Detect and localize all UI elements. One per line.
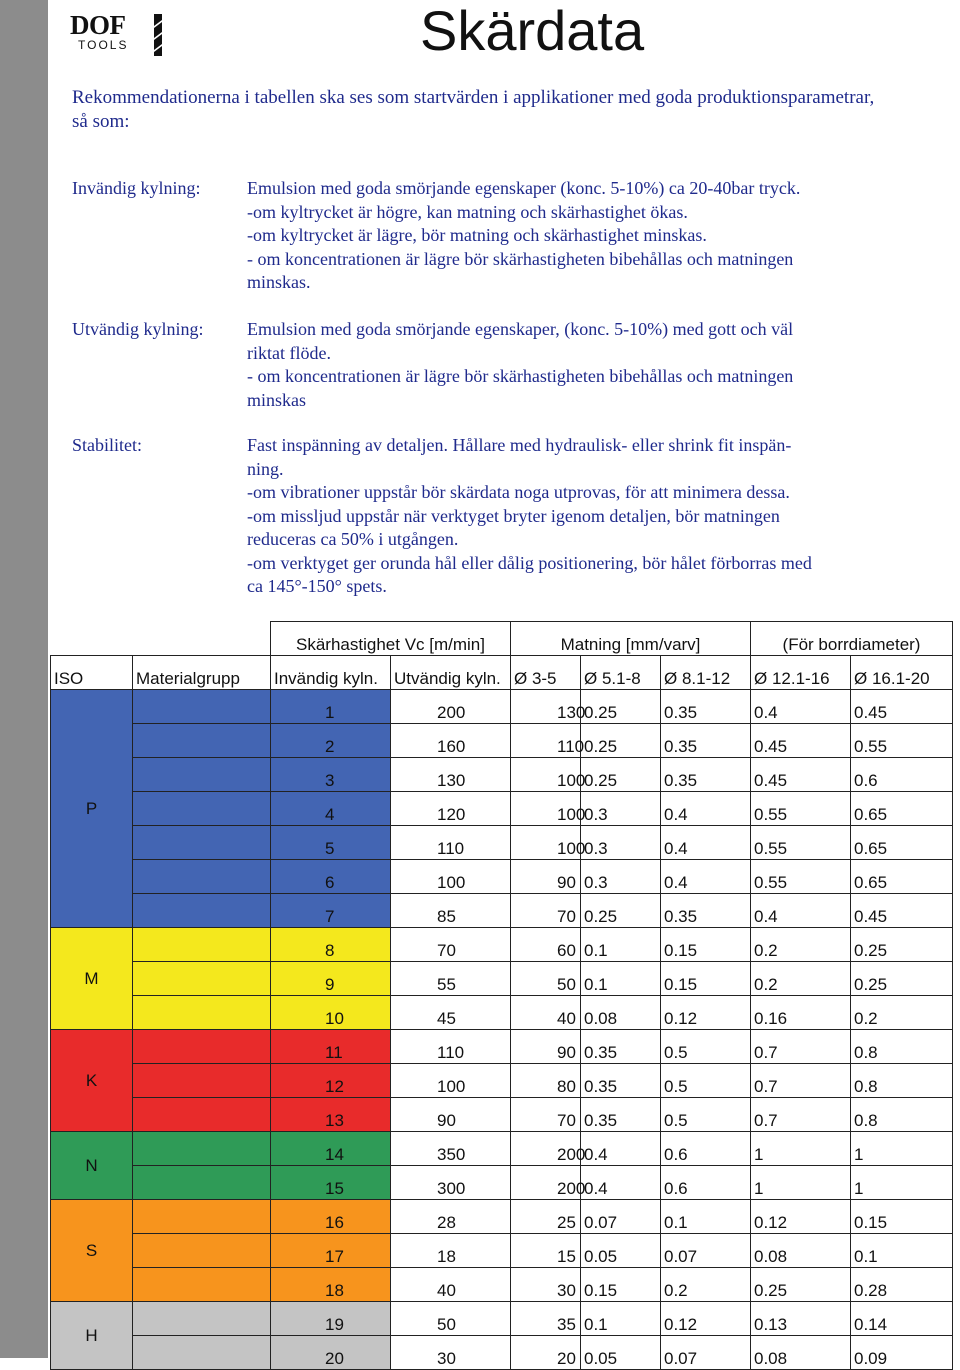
iso-group-cell: P bbox=[51, 690, 133, 928]
text-line: - om koncentrationen är lägre bör skärhastigheten bibehållas och matningen bbox=[247, 248, 794, 269]
table-cell: 35 bbox=[511, 1302, 581, 1336]
table-row bbox=[51, 1132, 953, 1166]
table-cell: 0.35 bbox=[661, 894, 751, 928]
material-group-cell bbox=[133, 1336, 271, 1370]
table-row bbox=[51, 724, 953, 758]
table-cell: 300 bbox=[391, 1166, 511, 1200]
intro-text: Rekommendationerna i tabellen ska ses som startvärden i applikationer med goda produktionsparametrar, så som: bbox=[72, 87, 875, 132]
table-cell: 0.4 bbox=[661, 792, 751, 826]
stability-text bbox=[247, 434, 922, 599]
table-cell: 0.5 bbox=[661, 1030, 751, 1064]
table-row bbox=[51, 996, 953, 1030]
table-cell: 0.4 bbox=[581, 1166, 661, 1200]
table-cell: 100 bbox=[511, 758, 581, 792]
table-row bbox=[51, 1336, 953, 1370]
column-header-row bbox=[51, 656, 953, 690]
table-row bbox=[51, 1098, 953, 1132]
table-cell: 0.12 bbox=[661, 996, 751, 1030]
table-cell: 80 bbox=[511, 1064, 581, 1098]
table-cell: 0.08 bbox=[751, 1336, 851, 1370]
table-cell: 1 bbox=[851, 1166, 953, 1200]
table-cell: 0.35 bbox=[661, 758, 751, 792]
table-cell: 0.55 bbox=[751, 860, 851, 894]
table-cell: 0.16 bbox=[751, 996, 851, 1030]
table-cell: 0.1 bbox=[581, 928, 661, 962]
table-cell: 0.07 bbox=[661, 1336, 751, 1370]
material-number-cell: 2 bbox=[271, 724, 391, 758]
table-row bbox=[51, 894, 953, 928]
column-header: Ø 16.1-20 bbox=[851, 656, 953, 690]
material-group-cell bbox=[133, 1064, 271, 1098]
table-cell: 0.35 bbox=[661, 690, 751, 724]
column-header: Ø 5.1-8 bbox=[581, 656, 661, 690]
table-cell: 70 bbox=[511, 894, 581, 928]
iso-group-cell: K bbox=[51, 1030, 133, 1132]
table-cell: 0.65 bbox=[851, 792, 953, 826]
table-cell: 0.1 bbox=[581, 1302, 661, 1336]
material-group-cell bbox=[133, 962, 271, 996]
diameter-group-header: (För borrdiameter) bbox=[751, 622, 953, 656]
material-number-cell: 18 bbox=[271, 1268, 391, 1302]
table-cell: 15 bbox=[511, 1234, 581, 1268]
page-title: Skärdata bbox=[420, 0, 645, 62]
material-group-cell bbox=[133, 826, 271, 860]
iso-group-cell: H bbox=[51, 1302, 133, 1370]
material-number-cell: 17 bbox=[271, 1234, 391, 1268]
stability-label: Stabilitet: bbox=[72, 435, 142, 455]
empty-cell bbox=[133, 622, 271, 656]
table-cell: 0.4 bbox=[751, 894, 851, 928]
column-header: Ø 8.1-12 bbox=[661, 656, 751, 690]
cutting-data-table bbox=[50, 621, 953, 1370]
text-line: Fast inspänning av detaljen. Hållare med hydraulisk- eller shrink fit inspän- bbox=[247, 435, 792, 455]
table-cell: 0.28 bbox=[851, 1268, 953, 1302]
table-row bbox=[51, 1030, 953, 1064]
material-number-cell: 1 bbox=[271, 690, 391, 724]
table-cell: 0.7 bbox=[751, 1030, 851, 1064]
material-number-cell: 3 bbox=[271, 758, 391, 792]
table-cell: 0.5 bbox=[661, 1098, 751, 1132]
material-number-cell: 15 bbox=[271, 1166, 391, 1200]
table-row bbox=[51, 962, 953, 996]
table-row bbox=[51, 1268, 953, 1302]
table-cell: 0.07 bbox=[661, 1234, 751, 1268]
table-cell: 0.8 bbox=[851, 1030, 953, 1064]
column-header: Ø 3-5 bbox=[511, 656, 581, 690]
text-line: minskas bbox=[247, 389, 307, 410]
table-cell: 90 bbox=[391, 1098, 511, 1132]
table-cell: 60 bbox=[511, 928, 581, 962]
table-cell: 160 bbox=[391, 724, 511, 758]
text-line: Emulsion med goda smörjande egenskaper (konc. 5-10%) ca 20-40bar tryck. bbox=[247, 178, 801, 198]
table-cell: 200 bbox=[511, 1166, 581, 1200]
table-cell: 0.2 bbox=[751, 928, 851, 962]
table-cell: 40 bbox=[391, 1268, 511, 1302]
table-cell: 0.7 bbox=[751, 1098, 851, 1132]
table-cell: 110 bbox=[511, 724, 581, 758]
table-cell: 30 bbox=[511, 1268, 581, 1302]
table-cell: 0.25 bbox=[851, 962, 953, 996]
material-group-cell bbox=[133, 690, 271, 724]
table-cell: 100 bbox=[511, 826, 581, 860]
external-cooling-label: Utvändig kylning: bbox=[72, 319, 204, 339]
material-group-cell bbox=[133, 792, 271, 826]
table-cell: 0.12 bbox=[751, 1200, 851, 1234]
text-line: -om missljud uppstår när verktyget bryter igenom detaljen, bör matningen bbox=[247, 505, 780, 526]
table-cell: 1 bbox=[751, 1166, 851, 1200]
text-line: reduceras ca 50% i utgången. bbox=[247, 529, 459, 549]
table-cell: 350 bbox=[391, 1132, 511, 1166]
table-row bbox=[51, 1166, 953, 1200]
table-cell: 0.1 bbox=[581, 962, 661, 996]
material-number-cell: 5 bbox=[271, 826, 391, 860]
iso-group-cell: M bbox=[51, 928, 133, 1030]
table-cell: 0.35 bbox=[581, 1064, 661, 1098]
table-cell: 110 bbox=[391, 1030, 511, 1064]
table-cell: 0.09 bbox=[851, 1336, 953, 1370]
table-cell: 0.25 bbox=[851, 928, 953, 962]
table-cell: 0.6 bbox=[661, 1132, 751, 1166]
table-cell: 0.2 bbox=[751, 962, 851, 996]
material-number-cell: 19 bbox=[271, 1302, 391, 1336]
table-cell: 100 bbox=[391, 1064, 511, 1098]
material-number-cell: 11 bbox=[271, 1030, 391, 1064]
table-cell: 40 bbox=[511, 996, 581, 1030]
table-cell: 0.45 bbox=[751, 724, 851, 758]
table-cell: 200 bbox=[391, 690, 511, 724]
text-line: -om vibrationer uppstår bör skärdata noga utprovas, för att minimera dessa. bbox=[247, 482, 790, 502]
table-row bbox=[51, 1234, 953, 1268]
material-group-cell bbox=[133, 996, 271, 1030]
table-cell: 0.2 bbox=[661, 1268, 751, 1302]
material-number-cell: 7 bbox=[271, 894, 391, 928]
table-row bbox=[51, 860, 953, 894]
text-line: -om kyltrycket är högre, kan matning och skärhastighet ökas. bbox=[247, 201, 688, 222]
text-line: ning. bbox=[247, 458, 284, 479]
table-cell: 0.25 bbox=[581, 758, 661, 792]
column-header: ISO bbox=[51, 656, 133, 690]
table-cell: 70 bbox=[391, 928, 511, 962]
table-cell: 0.14 bbox=[851, 1302, 953, 1336]
text-line: Emulsion med goda smörjande egenskaper, (konc. 5-10%) med gott och väl bbox=[247, 319, 794, 339]
table-row bbox=[51, 758, 953, 792]
internal-cooling-text bbox=[247, 177, 922, 295]
material-group-cell bbox=[133, 928, 271, 962]
material-group-cell bbox=[133, 1234, 271, 1268]
material-group-cell bbox=[133, 1268, 271, 1302]
table-row bbox=[51, 792, 953, 826]
empty-cell bbox=[51, 622, 133, 656]
material-group-cell bbox=[133, 1166, 271, 1200]
table-cell: 0.35 bbox=[581, 1098, 661, 1132]
table-cell: 0.45 bbox=[851, 690, 953, 724]
group-header-row bbox=[51, 622, 953, 656]
table-row bbox=[51, 690, 953, 724]
logo-wordmark: DOF bbox=[70, 10, 126, 40]
table-row bbox=[51, 1064, 953, 1098]
table-cell: 90 bbox=[511, 860, 581, 894]
table-cell: 85 bbox=[391, 894, 511, 928]
table-cell: 20 bbox=[511, 1336, 581, 1370]
table-cell: 0.65 bbox=[851, 826, 953, 860]
table-row bbox=[51, 826, 953, 860]
table-cell: 30 bbox=[391, 1336, 511, 1370]
material-number-cell: 4 bbox=[271, 792, 391, 826]
drill-bit-icon bbox=[148, 14, 166, 56]
material-number-cell: 10 bbox=[271, 996, 391, 1030]
table-cell: 0.25 bbox=[581, 690, 661, 724]
table-cell: 0.15 bbox=[661, 928, 751, 962]
table-cell: 0.45 bbox=[751, 758, 851, 792]
table-cell: 0.35 bbox=[661, 724, 751, 758]
table-cell: 0.55 bbox=[751, 792, 851, 826]
table-cell: 55 bbox=[391, 962, 511, 996]
table-cell: 28 bbox=[391, 1200, 511, 1234]
table-cell: 130 bbox=[511, 690, 581, 724]
table-cell: 1 bbox=[751, 1132, 851, 1166]
table-cell: 110 bbox=[391, 826, 511, 860]
material-number-cell: 20 bbox=[271, 1336, 391, 1370]
table-cell: 0.4 bbox=[661, 826, 751, 860]
table-cell: 0.4 bbox=[581, 1132, 661, 1166]
material-number-cell: 13 bbox=[271, 1098, 391, 1132]
speed-group-header: Skärhastighet Vc [m/min] bbox=[271, 622, 511, 656]
table-cell: 0.8 bbox=[851, 1098, 953, 1132]
material-group-cell bbox=[133, 1030, 271, 1064]
table-cell: 0.8 bbox=[851, 1064, 953, 1098]
table-cell: 0.08 bbox=[581, 996, 661, 1030]
table-cell: 0.15 bbox=[851, 1200, 953, 1234]
table-cell: 1 bbox=[851, 1132, 953, 1166]
table-cell: 50 bbox=[511, 962, 581, 996]
material-group-cell bbox=[133, 1098, 271, 1132]
text-line: ca 145°-150° spets. bbox=[247, 576, 387, 596]
material-group-cell bbox=[133, 724, 271, 758]
material-number-cell: 16 bbox=[271, 1200, 391, 1234]
material-group-cell bbox=[133, 1302, 271, 1336]
table-cell: 50 bbox=[391, 1302, 511, 1336]
table-row bbox=[51, 928, 953, 962]
table-cell: 0.1 bbox=[661, 1200, 751, 1234]
material-group-cell bbox=[133, 758, 271, 792]
side-bar bbox=[0, 0, 48, 1358]
table-cell: 100 bbox=[511, 792, 581, 826]
table-cell: 0.55 bbox=[851, 724, 953, 758]
table-cell: 45 bbox=[391, 996, 511, 1030]
table-cell: 0.12 bbox=[661, 1302, 751, 1336]
iso-group-cell: N bbox=[51, 1132, 133, 1200]
table-cell: 0.6 bbox=[661, 1166, 751, 1200]
column-header: Materialgrupp bbox=[133, 656, 271, 690]
text-line: -om verktyget ger orunda hål eller dålig positionering, bör hålet förborras med bbox=[247, 552, 812, 573]
table-row bbox=[51, 1200, 953, 1234]
table-cell: 0.35 bbox=[581, 1030, 661, 1064]
table-cell: 0.4 bbox=[751, 690, 851, 724]
material-group-cell bbox=[133, 894, 271, 928]
table-cell: 0.15 bbox=[661, 962, 751, 996]
table-cell: 0.25 bbox=[581, 724, 661, 758]
table-cell: 0.3 bbox=[581, 860, 661, 894]
material-number-cell: 9 bbox=[271, 962, 391, 996]
material-number-cell: 8 bbox=[271, 928, 391, 962]
table-cell: 0.6 bbox=[851, 758, 953, 792]
table-cell: 0.05 bbox=[581, 1336, 661, 1370]
table-cell: 0.13 bbox=[751, 1302, 851, 1336]
table-cell: 120 bbox=[391, 792, 511, 826]
table-cell: 0.1 bbox=[851, 1234, 953, 1268]
table-cell: 0.25 bbox=[581, 894, 661, 928]
table-cell: 0.15 bbox=[581, 1268, 661, 1302]
material-number-cell: 6 bbox=[271, 860, 391, 894]
table-cell: 0.07 bbox=[581, 1200, 661, 1234]
column-header: Utvändig kyln. bbox=[391, 656, 511, 690]
logo-subtitle: TOOLS bbox=[78, 38, 129, 52]
table-cell: 0.3 bbox=[581, 792, 661, 826]
dof-tools-logo bbox=[70, 12, 166, 58]
text-line: - om koncentrationen är lägre bör skärhastigheten bibehållas och matningen bbox=[247, 366, 794, 386]
table-cell: 0.3 bbox=[581, 826, 661, 860]
table-cell: 90 bbox=[511, 1030, 581, 1064]
table-cell: 25 bbox=[511, 1200, 581, 1234]
feed-group-header: Matning [mm/varv] bbox=[511, 622, 751, 656]
table-cell: 100 bbox=[391, 860, 511, 894]
table-cell: 0.45 bbox=[851, 894, 953, 928]
iso-group-cell: S bbox=[51, 1200, 133, 1302]
table-cell: 0.08 bbox=[751, 1234, 851, 1268]
table-row bbox=[51, 1302, 953, 1336]
column-header: Invändig kyln. bbox=[271, 656, 391, 690]
external-cooling-text bbox=[247, 318, 922, 412]
text-line: -om kyltrycket är lägre, bör matning och skärhastighet minskas. bbox=[247, 225, 707, 245]
table-cell: 0.05 bbox=[581, 1234, 661, 1268]
table-cell: 0.55 bbox=[751, 826, 851, 860]
table-cell: 0.65 bbox=[851, 860, 953, 894]
material-number-cell: 14 bbox=[271, 1132, 391, 1166]
table-cell: 0.4 bbox=[661, 860, 751, 894]
table-cell: 0.5 bbox=[661, 1064, 751, 1098]
column-header: Ø 12.1-16 bbox=[751, 656, 851, 690]
text-line: minskas. bbox=[247, 272, 311, 292]
table-cell: 0.2 bbox=[851, 996, 953, 1030]
table-cell: 0.7 bbox=[751, 1064, 851, 1098]
table-cell: 70 bbox=[511, 1098, 581, 1132]
material-group-cell bbox=[133, 860, 271, 894]
table-cell: 200 bbox=[511, 1132, 581, 1166]
material-group-cell bbox=[133, 1200, 271, 1234]
material-number-cell: 12 bbox=[271, 1064, 391, 1098]
text-line: riktat flöde. bbox=[247, 342, 331, 363]
material-group-cell bbox=[133, 1132, 271, 1166]
table-cell: 130 bbox=[391, 758, 511, 792]
internal-cooling-label: Invändig kylning: bbox=[72, 178, 201, 198]
table-cell: 0.25 bbox=[751, 1268, 851, 1302]
table-cell: 18 bbox=[391, 1234, 511, 1268]
